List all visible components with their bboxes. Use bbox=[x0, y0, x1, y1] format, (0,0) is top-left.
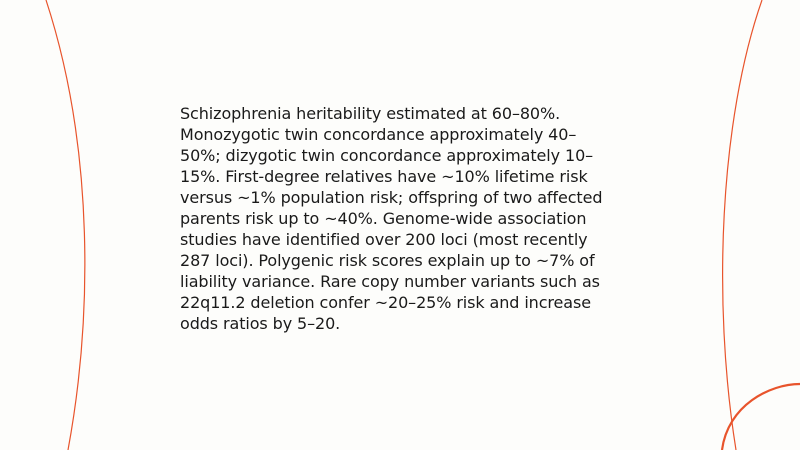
bottom-right-curl bbox=[722, 384, 800, 450]
paragraph-line: 50%; dizygotic twin concordance approximately 10– bbox=[180, 146, 594, 165]
paragraph-line: 22q11.2 deletion confer ~20–25% risk and increase bbox=[180, 293, 591, 312]
paragraph-line: 287 loci). Polygenic risk scores explain up to ~7% of bbox=[180, 251, 595, 270]
paragraph-line: parents risk up to ~40%. Genome-wide association bbox=[180, 209, 587, 228]
paragraph-line: Schizophrenia heritability estimated at 60–80%. bbox=[180, 104, 561, 123]
left-arc bbox=[46, 0, 85, 450]
paragraph-line: studies have identified over 200 loci (most recently bbox=[180, 230, 588, 249]
paragraph-line: 15%. First-degree relatives have ~10% lifetime risk bbox=[180, 167, 588, 186]
paragraph-line: odds ratios by 5–20. bbox=[180, 314, 341, 333]
right-arc bbox=[723, 0, 762, 450]
paragraph-line: versus ~1% population risk; offspring of two affected bbox=[180, 188, 603, 207]
body-paragraph bbox=[180, 103, 620, 334]
paragraph-line: Monozygotic twin concordance approximately 40– bbox=[180, 125, 577, 144]
paragraph-line: liability variance. Rare copy number variants such as bbox=[180, 272, 600, 291]
